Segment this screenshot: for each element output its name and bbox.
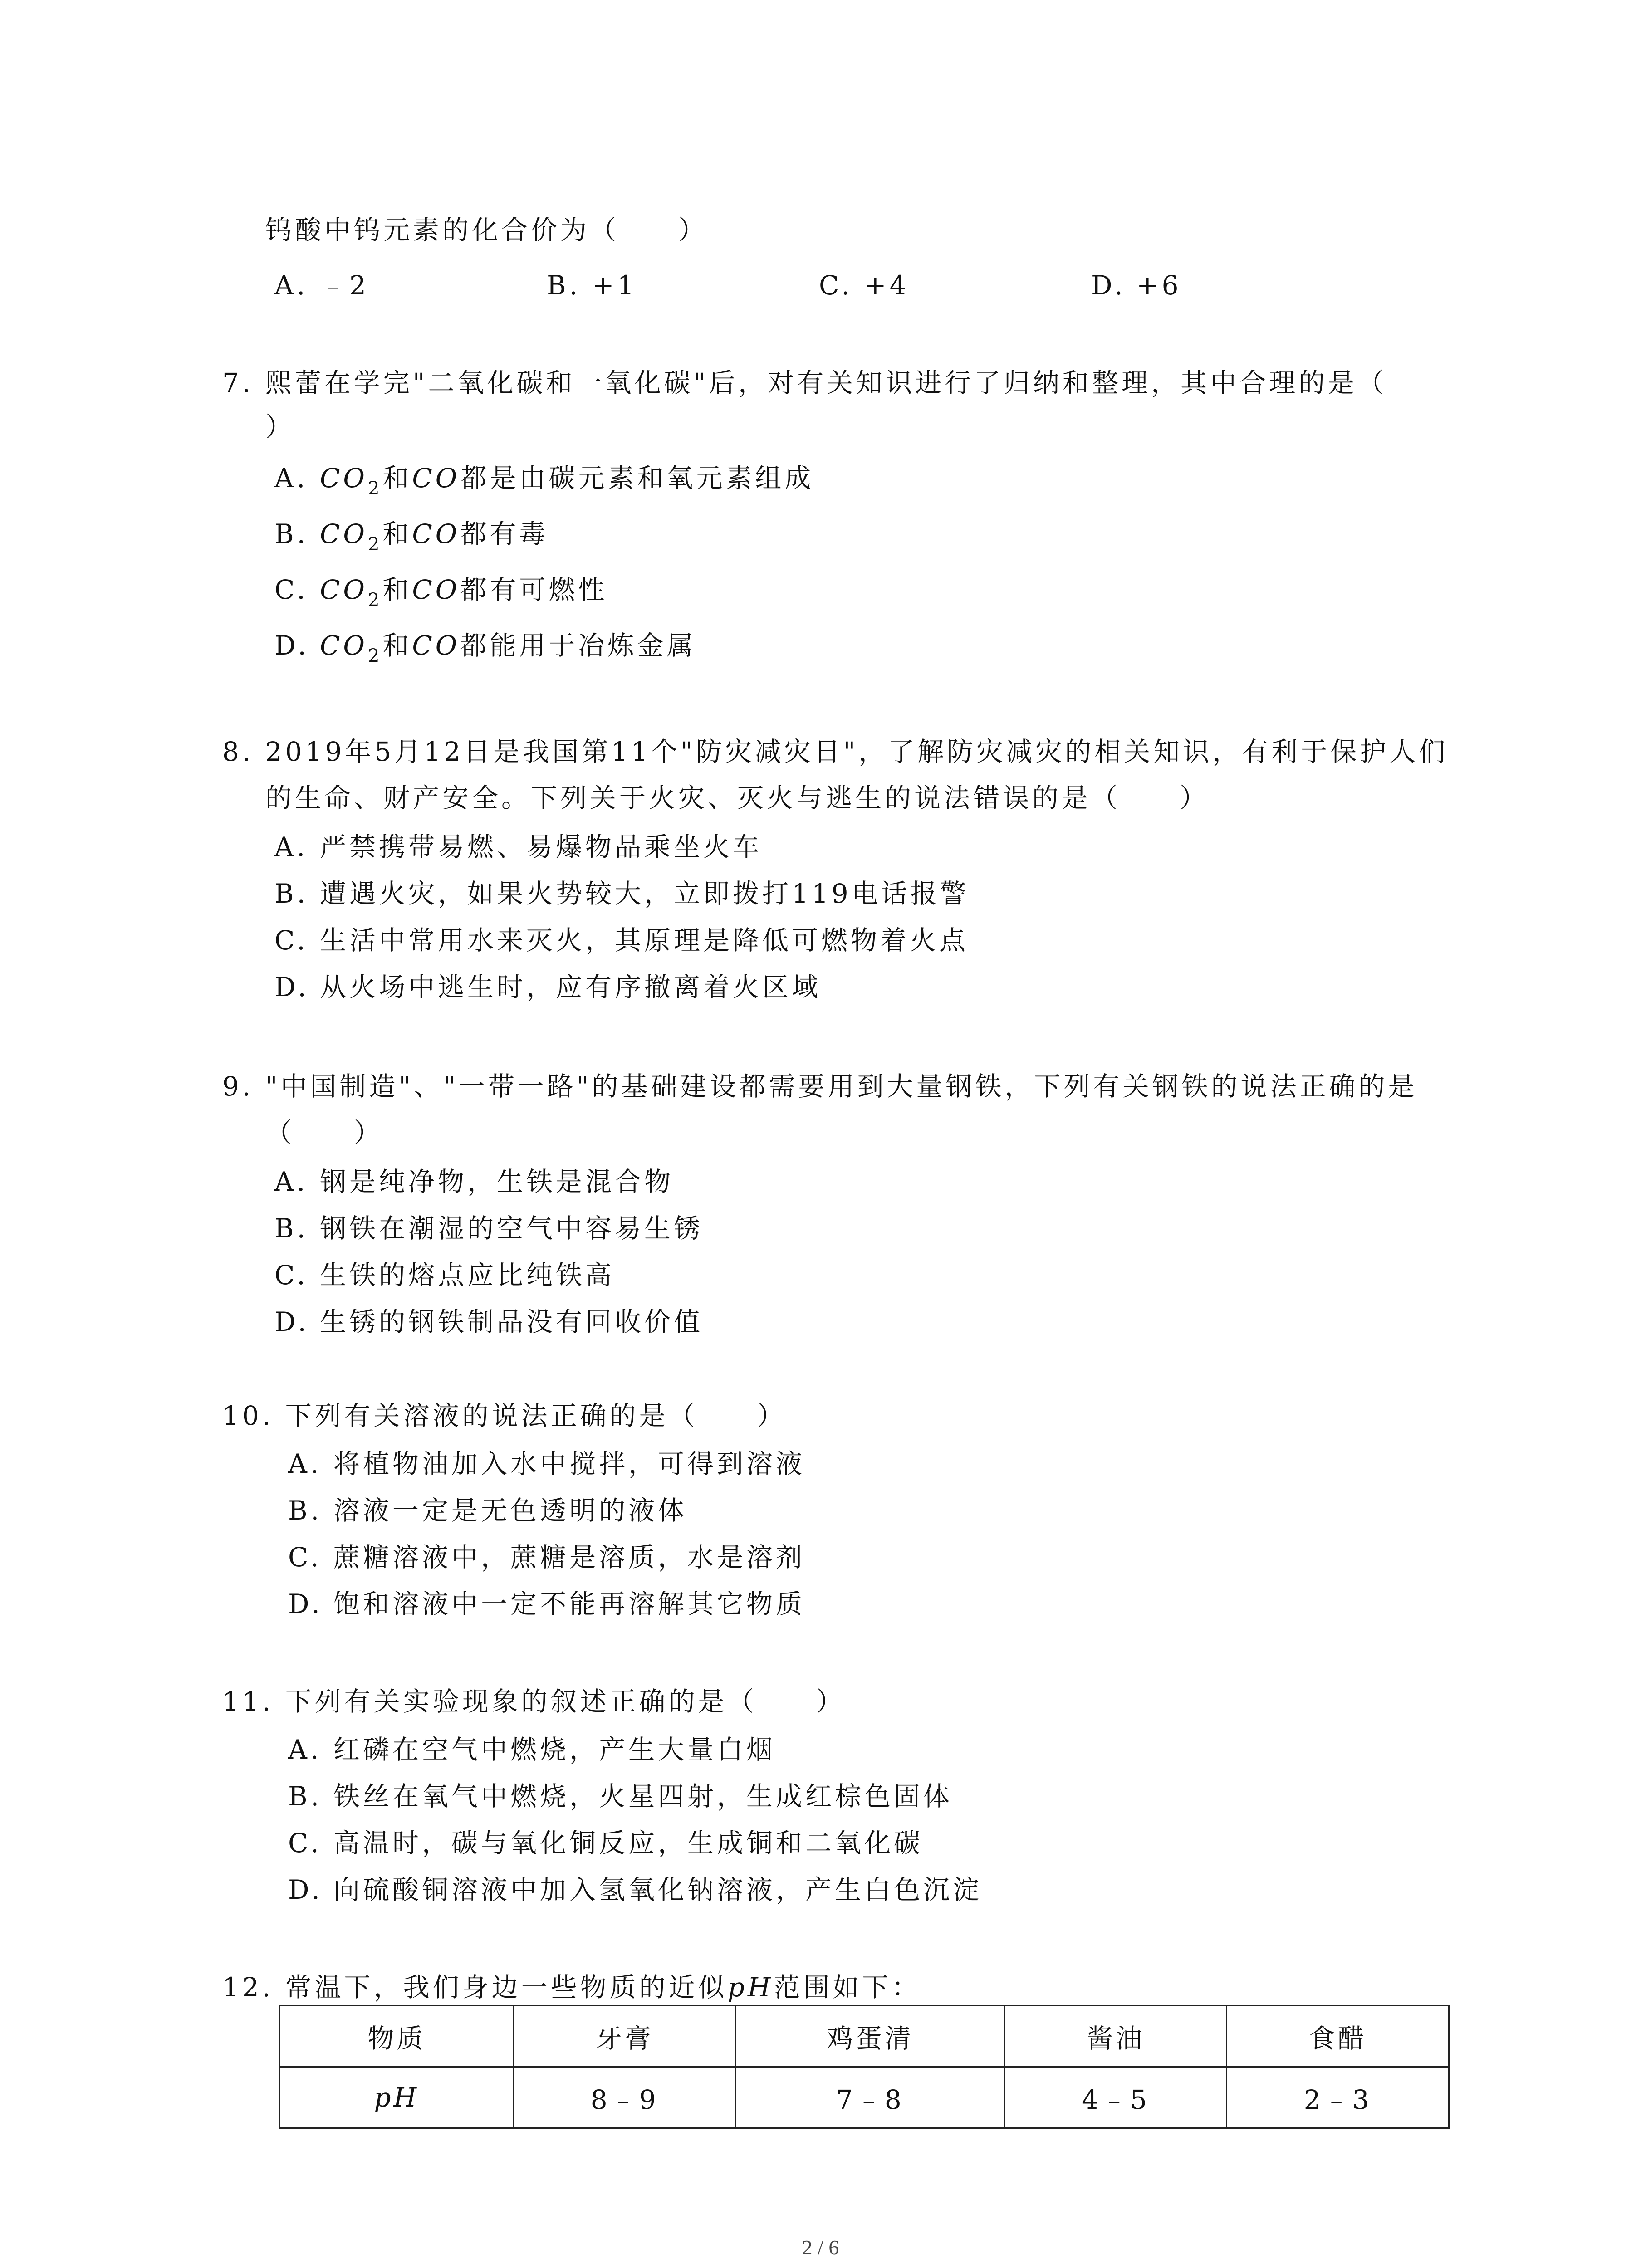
q9-stem-line2: （ ） bbox=[265, 1117, 384, 1148]
table-row bbox=[280, 2067, 1449, 2128]
q6-option-a: A. ﹣2 bbox=[274, 270, 369, 301]
q12-stem: 12. 常温下，我们身边一些物质的近似pH范围如下： bbox=[222, 1972, 921, 2003]
q11-option-c: C. 高温时，碳与氧化铜反应，生成铜和二氧化碳 bbox=[288, 1828, 924, 1858]
q7-option-b: B. $CO_2$和CO都有毒 bbox=[274, 518, 549, 555]
ph-table bbox=[279, 2005, 1450, 2129]
q10-option-c: C. 蔗糖溶液中，蔗糖是溶质，水是溶剂 bbox=[288, 1542, 806, 1573]
table-header-cell: 物质 bbox=[280, 2006, 514, 2067]
q11-option-d: D. 向硫酸铜溶液中加入氢氧化钠溶液，产生白色沉淀 bbox=[288, 1874, 983, 1905]
q11-stem: 11. 下列有关实验现象的叙述正确的是（ ） bbox=[222, 1686, 846, 1717]
q10-option-b: B. 溶液一定是无色透明的液体 bbox=[288, 1495, 688, 1526]
table-row-label: pH bbox=[280, 2067, 514, 2128]
table-header-cell: 酱油 bbox=[1004, 2006, 1227, 2067]
q10-option-a: A. 将植物油加入水中搅拌，可得到溶液 bbox=[288, 1448, 806, 1479]
q7-option-c: C. $CO_2$和CO都有可燃性 bbox=[274, 574, 608, 611]
table-header-row bbox=[280, 2006, 1449, 2067]
q9-option-d: D. 生锈的钢铁制品没有回收价值 bbox=[274, 1306, 704, 1337]
q7-option-d: D. $CO_2$和CO都能用于冶炼金属 bbox=[274, 630, 696, 666]
q8-option-a: A. 严禁携带易燃、易爆物品乘坐火车 bbox=[274, 831, 763, 862]
page-number: 2 / 6 bbox=[802, 2236, 839, 2259]
q8-option-b: B. 遭遇火灾，如果火势较大，立即拨打119电话报警 bbox=[274, 878, 970, 909]
q9-option-b: B. 钢铁在潮湿的空气中容易生锈 bbox=[274, 1213, 704, 1244]
table-cell: 7﹣8 bbox=[736, 2067, 1005, 2128]
table-cell: 4﹣5 bbox=[1004, 2067, 1227, 2128]
q9-option-a: A. 钢是纯净物，生铁是混合物 bbox=[274, 1166, 674, 1197]
q11-option-a: A. 红磷在空气中燃烧，产生大量白烟 bbox=[288, 1734, 776, 1765]
q10-stem: 10. 下列有关溶液的说法正确的是（ ） bbox=[222, 1400, 787, 1431]
table-header-cell: 食醋 bbox=[1227, 2006, 1449, 2067]
q6-option-b: B. +1 bbox=[547, 270, 637, 301]
q6-option-c: C. +4 bbox=[819, 270, 910, 301]
q8-stem-line2: 的生命、财产安全。下列关于火灾、灭火与逃生的说法错误的是（ ） bbox=[265, 782, 1210, 813]
table-cell: 8﹣9 bbox=[514, 2067, 736, 2128]
q8-option-d: D. 从火场中逃生时，应有序撤离着火区域 bbox=[274, 972, 822, 1002]
q8-option-c: C. 生活中常用水来灭火，其原理是降低可燃物着火点 bbox=[274, 925, 969, 956]
table-header-cell: 鸡蛋清 bbox=[736, 2006, 1005, 2067]
q7-option-a: A. $CO_2$和CO都是由碳元素和氧元素组成 bbox=[274, 463, 814, 499]
q7-stem-line1: 7. 熙蕾在学完"二氧化碳和一氧化碳"后，对有关知识进行了归纳和整理，其中合理的是（ bbox=[222, 367, 1387, 398]
table-cell: 2﹣3 bbox=[1227, 2067, 1449, 2128]
q9-option-c: C. 生铁的熔点应比纯铁高 bbox=[274, 1260, 615, 1290]
q6-option-d: D. +6 bbox=[1091, 270, 1182, 301]
q10-option-d: D. 饱和溶液中一定不能再溶解其它物质 bbox=[288, 1589, 806, 1619]
q6-continuation: 钨酸中钨元素的化合价为（ ） bbox=[265, 215, 708, 245]
q11-option-b: B. 铁丝在氧气中燃烧，火星四射，生成红棕色固体 bbox=[288, 1781, 953, 1812]
q8-stem-line1: 8. 2019年5月12日是我国第11个"防灾减灾日"，了解防灾减灾的相关知识，有利于保护人们 bbox=[222, 736, 1449, 767]
q9-stem-line1: 9. "中国制造"、"一带一路"的基础建设都需要用到大量钢铁，下列有关钢铁的说法正确的是 bbox=[222, 1071, 1418, 1102]
q7-stem-line2: ） bbox=[265, 411, 295, 442]
table-header-cell: 牙膏 bbox=[514, 2006, 736, 2067]
